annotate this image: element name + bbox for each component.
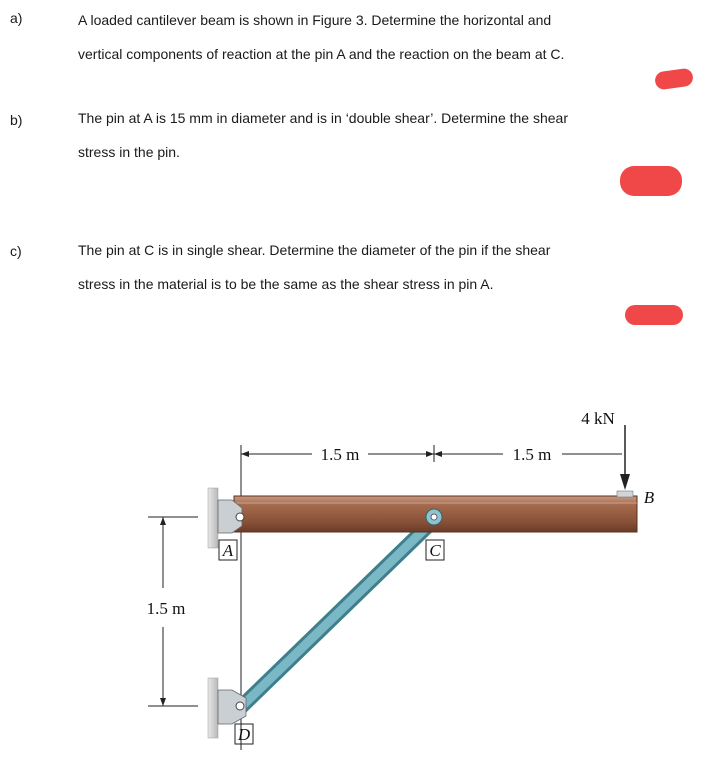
dimension-label-ac: 1.5 m [320, 445, 360, 464]
wall-support-bottom [208, 678, 218, 738]
question-c-line2: stress in the material is to be the same as the shear stress in pin A. [78, 276, 494, 292]
question-a-line2: vertical components of reaction at the pin A and the reaction on the beam at C. [78, 46, 565, 62]
point-label-a: A [222, 541, 234, 560]
load-arrowhead-icon [620, 474, 630, 490]
question-c-line1: The pin at C is in single shear. Determine the diameter of the pin if the shear [78, 242, 551, 258]
point-label-c: C [429, 541, 441, 560]
strut-member-highlight [240, 518, 436, 708]
question-a-line1: A loaded cantilever beam is shown in Figure 3. Determine the horizontal and [78, 12, 552, 28]
pin-d-icon [236, 702, 244, 710]
question-a-label: a) [10, 10, 23, 26]
question-b-label: b) [10, 112, 23, 128]
pin-c-hole [431, 514, 437, 520]
point-label-b: B [643, 488, 655, 507]
arrowhead [241, 451, 249, 457]
wall-support-top [208, 488, 218, 548]
arrowhead [434, 451, 442, 457]
arrowhead [160, 698, 166, 706]
question-b-line2: stress in the pin. [78, 144, 180, 160]
question-b-line1: The pin at A is 15 mm in diameter and is in ‘double shear’. Determine the shear [78, 110, 568, 126]
pin-a-icon [236, 513, 244, 521]
arrowhead [426, 451, 434, 457]
arrowhead [160, 517, 166, 525]
dimension-label-vertical: 1.5 m [146, 599, 186, 618]
load-label: 4 kN [581, 409, 615, 428]
point-label-d: D [237, 725, 251, 744]
load-plate [617, 491, 633, 497]
dimension-label-cb: 1.5 m [512, 445, 552, 464]
question-c-label: c) [10, 243, 22, 259]
